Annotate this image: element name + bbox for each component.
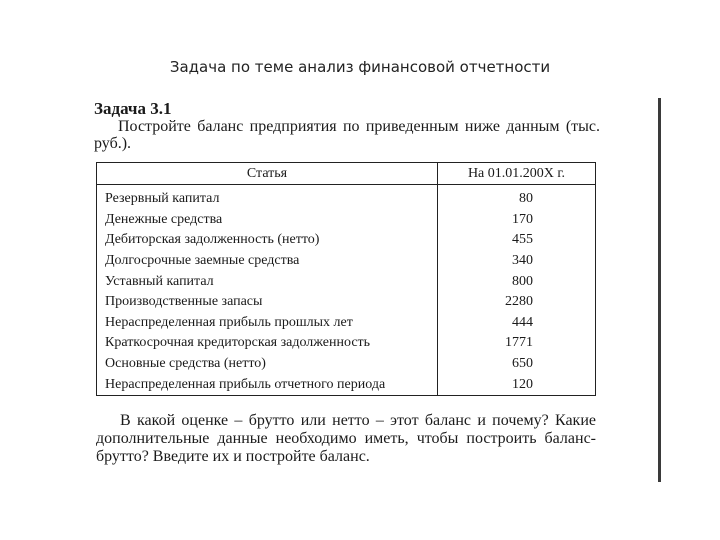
row-name: Производственные запасы bbox=[97, 292, 438, 313]
table-row bbox=[97, 210, 596, 231]
table-row bbox=[97, 374, 596, 395]
row-value: 120 bbox=[512, 376, 533, 392]
row-value: 170 bbox=[512, 211, 533, 227]
row-name: Основные средства (нетто) bbox=[97, 354, 438, 375]
row-value: 2280 bbox=[505, 294, 533, 310]
task-heading: Задача 3.1 bbox=[94, 99, 172, 118]
row-value: 444 bbox=[512, 314, 533, 330]
row-value: 80 bbox=[519, 191, 533, 207]
row-name: Нераспределенная прибыль прошлых лет bbox=[97, 313, 438, 334]
row-value: 455 bbox=[512, 232, 533, 248]
row-name: Дебиторская задолженность (нетто) bbox=[97, 230, 438, 251]
table-row bbox=[97, 354, 596, 375]
column-header-item: Статья bbox=[97, 163, 438, 185]
slide-title: Задача по теме анализ финансовой отчетности bbox=[169, 58, 551, 76]
table-row bbox=[97, 185, 596, 210]
row-value: 1771 bbox=[505, 335, 533, 351]
row-name: Денежные средства bbox=[97, 210, 438, 231]
row-name: Нераспределенная прибыль отчетного периода bbox=[97, 374, 438, 395]
row-name: Резервный капитал bbox=[97, 185, 438, 210]
column-header-date: На 01.01.200X г. bbox=[438, 163, 596, 185]
row-value: 800 bbox=[512, 273, 533, 289]
row-value: 340 bbox=[512, 253, 533, 269]
table-header-row bbox=[97, 163, 596, 185]
row-name: Краткосрочная кредиторская задолженность bbox=[97, 333, 438, 354]
table-row bbox=[97, 333, 596, 354]
table-row bbox=[97, 292, 596, 313]
table-row bbox=[97, 271, 596, 292]
page-edge-rule bbox=[658, 98, 661, 482]
row-name: Уставный капитал bbox=[97, 271, 438, 292]
table-row bbox=[97, 230, 596, 251]
balance-data-table bbox=[96, 162, 596, 396]
question-text: В какой оценке – брутто или нетто – этот баланс и почему? Какие дополнительные данные необходимо иметь, чтобы построить баланс-брутто? Введите их и постройте баланс. bbox=[96, 412, 596, 465]
table-row bbox=[97, 251, 596, 272]
task-text: Постройте баланс предприятия по приведенным ниже данным (тыс. руб.). bbox=[94, 118, 600, 152]
table-row bbox=[97, 313, 596, 334]
row-name: Долгосрочные заемные средства bbox=[97, 251, 438, 272]
row-value: 650 bbox=[512, 356, 533, 372]
